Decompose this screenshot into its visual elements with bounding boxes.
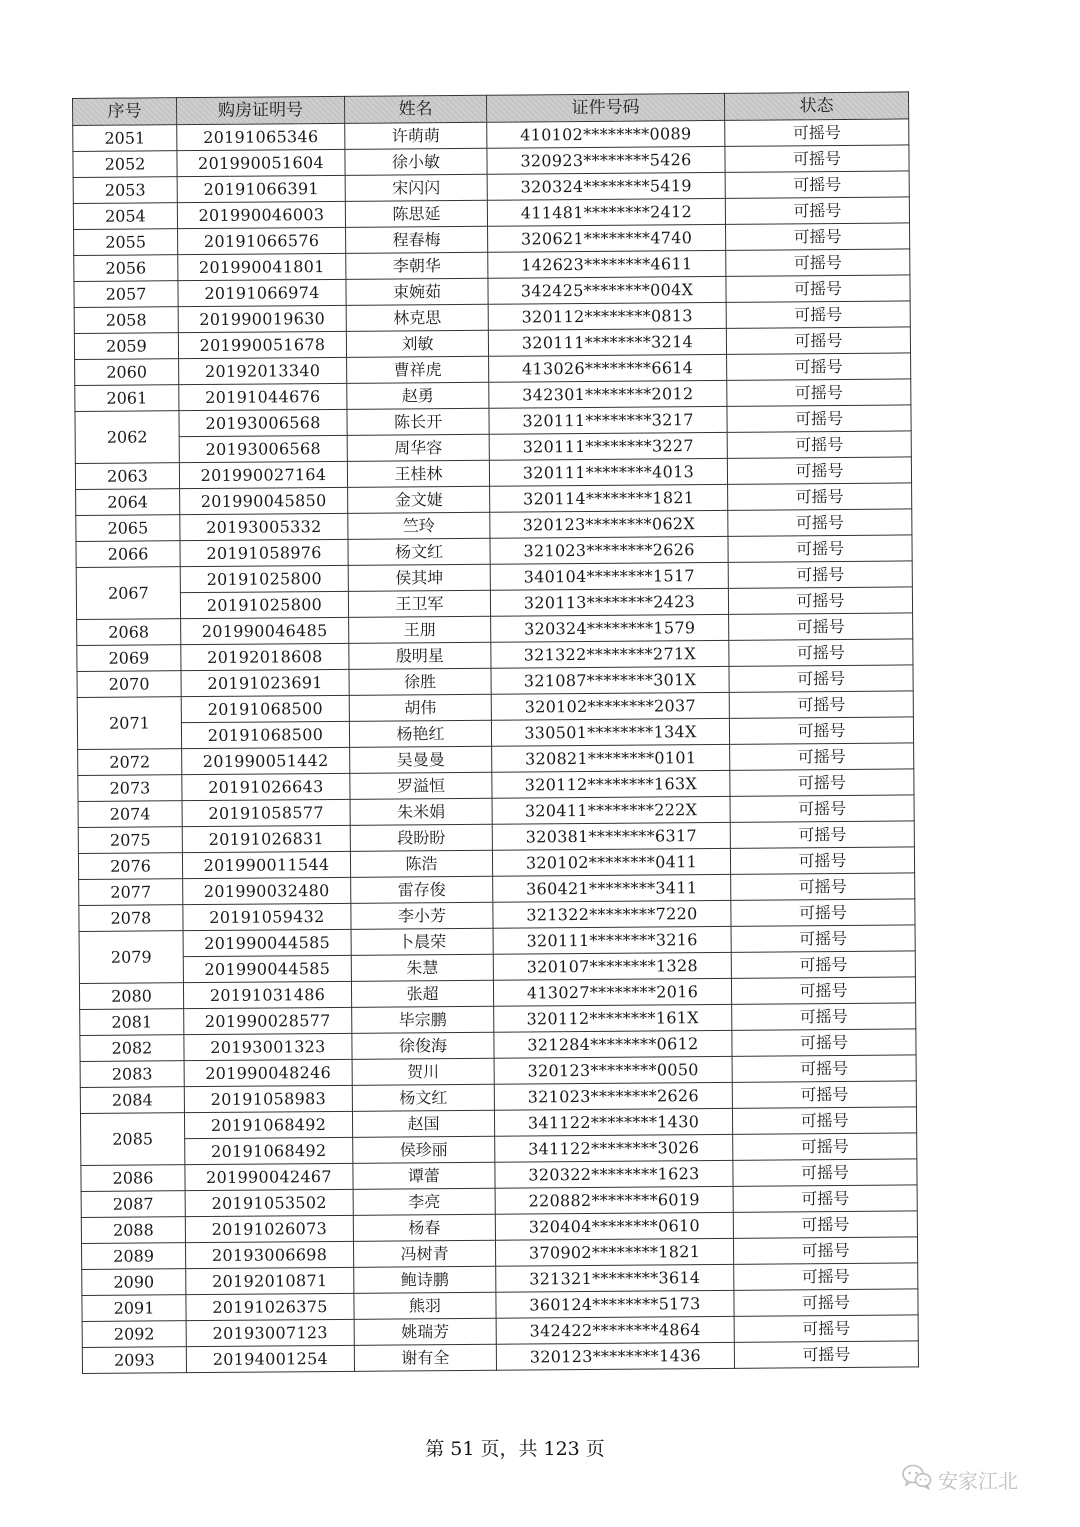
cell-seq: 2086 [81,1165,185,1192]
cell-id-no: 320111********3217 [489,406,727,434]
cell-id-no: 413027********2016 [493,978,731,1006]
cell-id-no: 320113********2423 [490,588,728,616]
cell-id-no: 342425********004X [488,276,726,304]
cell-status: 可摇号 [729,665,913,692]
cell-cert-no: 201990011544 [182,851,350,878]
cell-seq: 2072 [78,749,182,776]
cell-name: 杨文红 [352,1084,494,1111]
cell-name: 侯其坤 [348,564,490,591]
cell-seq: 2070 [77,671,181,698]
cell-cert-no: 201990027164 [179,461,347,488]
cell-name: 杨春 [353,1214,495,1241]
cell-seq: 2071 [77,697,181,750]
cell-id-no: 413026********6614 [489,354,727,382]
cell-status: 可摇号 [731,873,915,900]
cell-status: 可摇号 [731,899,915,926]
cell-cert-no: 201990046003 [177,201,345,228]
cell-status: 可摇号 [725,197,909,224]
cell-status: 可摇号 [728,483,912,510]
cell-id-no: 340104********1517 [490,562,728,590]
cell-seq: 2066 [76,541,180,568]
cell-id-no: 370902********1821 [495,1238,733,1266]
cell-name: 曹祥虎 [347,356,489,383]
cell-seq: 2079 [79,931,183,984]
cell-cert-no: 20191053502 [185,1189,353,1216]
cell-status: 可摇号 [726,223,910,250]
cell-cert-no: 201990041801 [178,253,346,280]
page-number-footer: 第 51 页，共 123 页 [425,1438,605,1460]
cell-cert-no: 20193006568 [179,409,347,436]
cell-cert-no: 201990048246 [184,1059,352,1086]
cell-cert-no: 201990051442 [182,747,350,774]
cell-seq: 2081 [80,1009,184,1036]
cell-name: 张超 [351,980,493,1007]
cell-status: 可摇号 [732,1029,916,1056]
cell-id-no: 321284********0612 [494,1030,732,1058]
cell-id-no: 320112********0813 [488,302,726,330]
cell-id-no: 342301********2012 [489,380,727,408]
wechat-icon [902,1464,932,1495]
cell-id-no: 360124********5173 [496,1290,734,1318]
cell-status: 可摇号 [731,977,915,1004]
cell-seq: 2068 [77,619,181,646]
cell-status: 可摇号 [730,821,914,848]
cell-seq: 2074 [78,801,182,828]
cell-id-no: 321087********301X [491,666,729,694]
cell-id-no: 320923********5426 [487,146,725,174]
cell-status: 可摇号 [728,535,912,562]
cell-name: 陈浩 [350,850,492,877]
cell-seq: 2060 [75,359,179,386]
cell-status: 可摇号 [733,1185,917,1212]
cell-status: 可摇号 [731,925,915,952]
cell-status: 可摇号 [727,431,911,458]
cell-cert-no: 20191025800 [180,591,348,618]
cell-seq: 2056 [74,255,178,282]
cell-cert-no: 201990042467 [185,1163,353,1190]
cell-status: 可摇号 [734,1263,918,1290]
cell-seq: 2055 [74,229,178,256]
cell-name: 周华容 [347,434,489,461]
cell-name: 徐小敏 [345,148,487,175]
cell-name: 杨文红 [348,538,490,565]
header-seq: 序号 [73,98,177,126]
cell-name: 徐胜 [349,668,491,695]
cell-cert-no: 20191025800 [180,565,348,592]
cell-cert-no: 20192010871 [186,1267,354,1294]
cell-status: 可摇号 [726,327,910,354]
cell-name: 王朋 [349,616,491,643]
cell-status: 可摇号 [733,1211,917,1238]
cell-name: 林克思 [346,304,488,331]
cell-seq: 2090 [82,1269,186,1296]
cell-id-no: 320324********1579 [491,614,729,642]
cell-id-no: 320404********0610 [495,1212,733,1240]
cell-seq: 2073 [78,775,182,802]
cell-cert-no: 201990046485 [181,617,349,644]
cell-seq: 2063 [75,463,179,490]
cell-status: 可摇号 [733,1237,917,1264]
cell-seq: 2076 [78,853,182,880]
cell-cert-no: 201990045850 [180,487,348,514]
cell-cert-no: 20193005332 [180,513,348,540]
cell-seq: 2064 [76,489,180,516]
cell-status: 可摇号 [730,769,914,796]
header-name: 姓名 [344,95,486,123]
cell-name: 王卫军 [348,590,490,617]
cell-status: 可摇号 [725,145,909,172]
cell-id-no: 320123********062X [490,510,728,538]
cell-status: 可摇号 [730,795,914,822]
cell-name: 卜晨荣 [351,928,493,955]
cell-cert-no: 20191044676 [179,383,347,410]
cell-name: 宋闪闪 [345,174,487,201]
cell-status: 可摇号 [732,1081,916,1108]
cell-id-no: 320324********5419 [487,172,725,200]
cell-name: 姚瑞芳 [354,1318,496,1345]
cell-cert-no: 20191026073 [185,1215,353,1242]
cell-cert-no: 20191026643 [182,773,350,800]
cell-id-no: 341122********3026 [495,1134,733,1162]
cell-id-no: 320107********1328 [493,952,731,980]
cell-id-no: 321023********2626 [494,1082,732,1110]
cell-id-no: 360421********3411 [493,874,731,902]
cell-cert-no: 201990032480 [183,877,351,904]
table-body [73,119,919,1374]
cell-status: 可摇号 [729,691,913,718]
cell-name: 冯树青 [353,1240,495,1267]
cell-status: 可摇号 [725,119,909,146]
cell-seq: 2093 [82,1347,186,1374]
cell-seq: 2052 [73,151,177,178]
cell-cert-no: 201990028577 [184,1007,352,1034]
cell-status: 可摇号 [732,1107,916,1134]
cell-seq: 2084 [80,1087,184,1114]
watermark [902,1464,1018,1494]
cell-id-no: 320111********4013 [489,458,727,486]
cell-status: 可摇号 [727,353,911,380]
cell-cert-no: 20191026831 [182,825,350,852]
cell-status: 可摇号 [733,1159,917,1186]
cell-seq: 2077 [79,879,183,906]
cell-cert-no: 20194001254 [186,1345,354,1372]
cell-id-no: 320112********163X [492,770,730,798]
cell-seq: 2065 [76,515,180,542]
cell-seq: 2069 [77,645,181,672]
cell-name: 谢有全 [354,1344,496,1371]
cell-cert-no: 20191058577 [182,799,350,826]
cell-name: 雷存俊 [351,876,493,903]
cell-cert-no: 20191058976 [180,539,348,566]
cell-status: 可摇号 [729,613,913,640]
cell-seq: 2088 [81,1217,185,1244]
cell-seq: 2075 [78,827,182,854]
cell-cert-no: 20191058983 [184,1085,352,1112]
header-status: 状态 [724,92,908,120]
watermark-text: 安家江北 [938,1468,1018,1493]
cell-name: 贺川 [352,1058,494,1085]
cell-seq: 2051 [73,125,177,152]
cell-cert-no: 201990051678 [178,331,346,358]
cell-id-no: 320112********161X [494,1004,732,1032]
cell-id-no: 320114********1821 [490,484,728,512]
cell-name: 侯珍丽 [353,1136,495,1163]
cell-seq: 2092 [82,1321,186,1348]
cell-cert-no: 20191059432 [183,903,351,930]
cell-id-no: 342422********4864 [496,1316,734,1344]
cell-id-no: 330501********134X [491,718,729,746]
cell-seq: 2057 [74,281,178,308]
cell-name: 徐俊海 [352,1032,494,1059]
cell-name: 竺玲 [348,512,490,539]
cell-id-no: 320102********2037 [491,692,729,720]
cell-id-no: 320411********222X [492,796,730,824]
cell-name: 陈长开 [347,408,489,435]
cell-name: 程春梅 [346,226,488,253]
cell-cert-no: 20193006698 [185,1241,353,1268]
cell-cert-no: 20191031486 [183,981,351,1008]
cell-cert-no: 201990019630 [178,305,346,332]
cell-status: 可摇号 [725,171,909,198]
cell-cert-no: 20191023691 [181,669,349,696]
header-id-no: 证件号码 [486,93,724,122]
cell-status: 可摇号 [727,379,911,406]
cell-id-no: 320621********4740 [488,224,726,252]
cell-status: 可摇号 [729,639,913,666]
cell-id-no: 320322********1623 [495,1160,733,1188]
cell-cert-no: 20193007123 [186,1319,354,1346]
cell-id-no: 321321********3614 [496,1264,734,1292]
cell-name: 赵勇 [347,382,489,409]
cell-status: 可摇号 [734,1315,918,1342]
cell-name: 殷明星 [349,642,491,669]
cell-name: 段盼盼 [350,824,492,851]
cell-name: 鲍诗鹏 [354,1266,496,1293]
cell-status: 可摇号 [729,717,913,744]
cell-name: 陈思延 [345,200,487,227]
cell-name: 金文婕 [348,486,490,513]
cell-id-no: 411481********2412 [487,198,725,226]
cell-name: 杨艳红 [349,720,491,747]
cell-id-no: 321322********271X [491,640,729,668]
cell-id-no: 320111********3214 [488,328,726,356]
cell-status: 可摇号 [727,457,911,484]
cell-cert-no: 201990051604 [177,149,345,176]
cell-id-no: 320381********6317 [492,822,730,850]
cell-id-no: 341122********1430 [494,1108,732,1136]
cell-seq: 2058 [74,307,178,334]
cell-status: 可摇号 [727,405,911,432]
cell-seq: 2054 [73,203,177,230]
cell-cert-no: 20191066974 [178,279,346,306]
cell-name: 朱慧 [351,954,493,981]
cell-cert-no: 201990044585 [183,929,351,956]
cell-name: 朱米娟 [350,798,492,825]
cell-status: 可摇号 [730,743,914,770]
cell-name: 李小芳 [351,902,493,929]
cell-status: 可摇号 [726,301,910,328]
cell-name: 王桂林 [347,460,489,487]
cell-id-no: 321023********2626 [490,536,728,564]
cell-seq: 2059 [74,333,178,360]
cell-seq: 2061 [75,385,179,412]
lottery-eligibility-table [72,91,919,1374]
cell-status: 可摇号 [734,1289,918,1316]
table-row [82,1341,918,1374]
cell-cert-no: 20191026375 [186,1293,354,1320]
cell-id-no: 220882********6019 [495,1186,733,1214]
cell-seq: 2078 [79,905,183,932]
cell-name: 李亮 [353,1188,495,1215]
cell-cert-no: 20193006568 [179,435,347,462]
cell-status: 可摇号 [733,1133,917,1160]
header-cert-no: 购房证明号 [177,96,345,124]
cell-id-no: 320111********3216 [493,926,731,954]
cell-name: 胡伟 [349,694,491,721]
cell-status: 可摇号 [734,1341,918,1368]
cell-seq: 2087 [81,1191,185,1218]
cell-name: 束婉茹 [346,278,488,305]
cell-status: 可摇号 [731,951,915,978]
cell-id-no: 320123********0050 [494,1056,732,1084]
cell-status: 可摇号 [728,509,912,536]
cell-status: 可摇号 [726,275,910,302]
cell-seq: 2089 [81,1243,185,1270]
cell-seq: 2091 [82,1295,186,1322]
cell-name: 毕宗鹏 [352,1006,494,1033]
cell-name: 赵国 [352,1110,494,1137]
cell-name: 谭蕾 [353,1162,495,1189]
cell-id-no: 321322********7220 [493,900,731,928]
document-page [72,91,918,1414]
cell-seq: 2080 [79,983,183,1010]
cell-seq: 2085 [80,1113,184,1166]
cell-name: 刘敏 [346,330,488,357]
cell-cert-no: 20191065346 [177,123,345,150]
cell-id-no: 320111********3227 [489,432,727,460]
cell-id-no: 320102********0411 [492,848,730,876]
cell-id-no: 410102********0089 [487,120,725,148]
cell-cert-no: 20191068500 [181,695,349,722]
cell-cert-no: 201990044585 [183,955,351,982]
cell-cert-no: 20191066391 [177,175,345,202]
cell-name: 熊羽 [354,1292,496,1319]
cell-status: 可摇号 [732,1055,916,1082]
cell-seq: 2067 [76,567,180,620]
cell-seq: 2083 [80,1061,184,1088]
cell-id-no: 320821********0101 [492,744,730,772]
cell-id-no: 320123********1436 [496,1342,734,1370]
cell-status: 可摇号 [728,561,912,588]
cell-seq: 2082 [80,1035,184,1062]
cell-cert-no: 20191068492 [184,1111,352,1138]
cell-name: 罗溢恒 [350,772,492,799]
cell-id-no: 142623********4611 [488,250,726,278]
cell-cert-no: 20193001323 [184,1033,352,1060]
cell-status: 可摇号 [732,1003,916,1030]
cell-status: 可摇号 [728,587,912,614]
cell-cert-no: 20191068500 [181,721,349,748]
cell-status: 可摇号 [726,249,910,276]
cell-name: 李朝华 [346,252,488,279]
cell-status: 可摇号 [730,847,914,874]
cell-cert-no: 20191068492 [185,1137,353,1164]
cell-name: 吴曼曼 [350,746,492,773]
cell-cert-no: 20191066576 [178,227,346,254]
cell-seq: 2062 [75,411,179,464]
cell-cert-no: 20192018608 [181,643,349,670]
cell-name: 许萌萌 [345,122,487,149]
cell-seq: 2053 [73,177,177,204]
cell-cert-no: 20192013340 [179,357,347,384]
